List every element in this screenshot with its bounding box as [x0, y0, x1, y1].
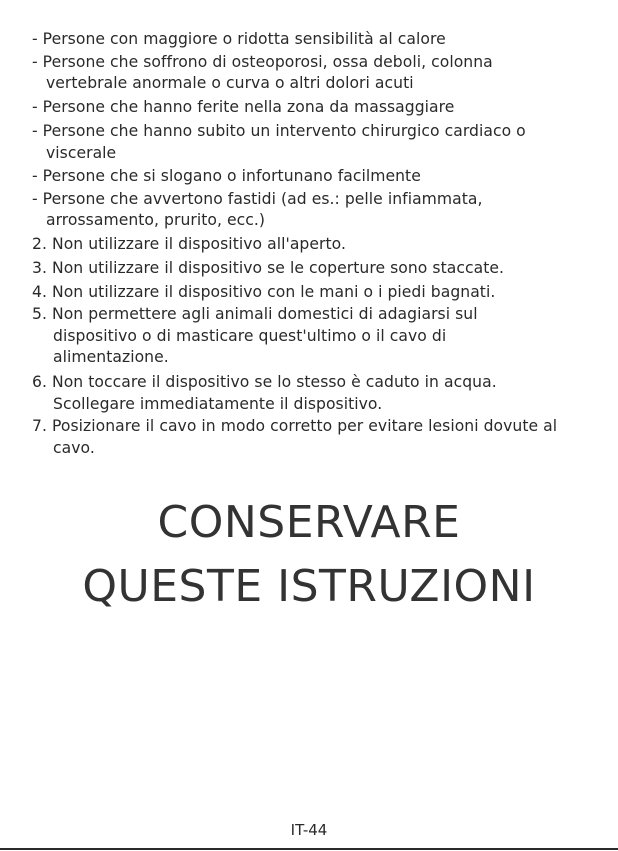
item-4-wet-hands: 4. Non utilizzare il dispositivo con le mani o i piedi bagnati. — [32, 283, 496, 301]
bullet-heat-sensitivity: - Persone con maggiore o ridotta sensibilità al calore — [32, 30, 446, 48]
bottom-divider — [0, 848, 618, 850]
bullet-osteoporosis: - Persone che soffrono di osteoporosi, ossa deboli, colonna — [32, 53, 493, 71]
item-6-water: 6. Non toccare il dispositivo se lo stesso è caduto in acqua. — [32, 373, 497, 391]
heading-conservare: CONSERVARE — [157, 497, 461, 548]
item-6-water-continued: Scollegare immediatamente il dispositivo. — [53, 395, 383, 413]
bullet-osteoporosis-continued: vertebrale anormale o curva o altri dolori acuti — [46, 74, 414, 92]
item-5-pets-continued: dispositivo o di masticare quest'ultimo o il cavo di — [53, 327, 447, 345]
bullet-discomfort-continued: arrossamento, prurito, ecc.) — [46, 211, 266, 229]
bullet-surgery-continued: viscerale — [46, 144, 117, 162]
item-5-pets-end: alimentazione. — [53, 348, 169, 366]
item-3-covers: 3. Non utilizzare il dispositivo se le coperture sono staccate. — [32, 259, 505, 277]
item-5-pets: 5. Non permettere agli animali domestici di adagiarsi sul — [32, 305, 478, 323]
bullet-wounds: - Persone che hanno ferite nella zona da massaggiare — [32, 98, 455, 116]
bullet-discomfort: - Persone che avvertono fastidi (ad es.: pelle infiammata, — [32, 190, 483, 208]
bullet-surgery: - Persone che hanno subito un intervento chirurgico cardiaco o — [32, 122, 526, 140]
bullet-sprains: - Persone che si slogano o infortunano facilmente — [32, 167, 421, 185]
item-7-cable-continued: cavo. — [53, 439, 95, 457]
item-7-cable: 7. Posizionare il cavo in modo corretto per evitare lesioni dovute al — [32, 417, 558, 435]
heading-queste-istruzioni: QUESTE ISTRUZIONI — [82, 561, 536, 612]
page-number: IT-44 — [290, 821, 328, 839]
item-2-outdoor: 2. Non utilizzare il dispositivo all'aperto. — [32, 235, 346, 253]
